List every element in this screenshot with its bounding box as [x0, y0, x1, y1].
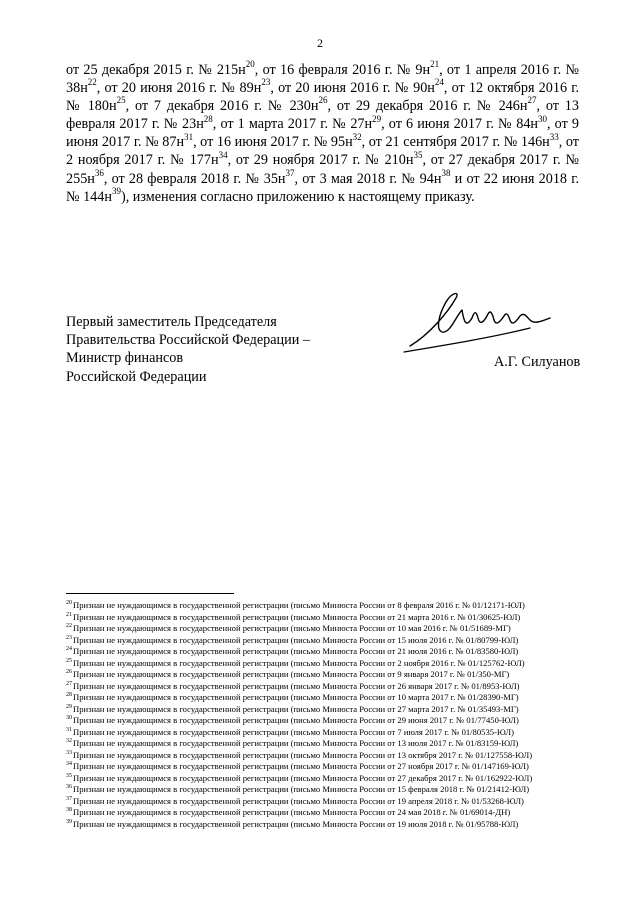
- body-text-run: от 25 декабря 2015 г. № 215н: [66, 62, 246, 78]
- footnote-number: 26: [66, 669, 72, 676]
- footnote-item: [66, 796, 586, 808]
- footnote-number: 23: [66, 634, 72, 641]
- footnote-text: Признан не нуждающимся в государственной регистрации (письмо Минюста России от 21 июля 2016 г. № 01/83580-ЮЛ): [73, 646, 519, 656]
- footnote-text: Признан не нуждающимся в государственной регистрации (письмо Минюста России от 19 апреля 2018 г. № 01/53268-ЮЛ): [73, 795, 524, 806]
- footnote-text: Признан не нуждающимся в государственной регистрации (письмо Минюста России от 10 марта 2017 г. № 01/28390-МГ): [73, 692, 519, 702]
- body-text-run: , от 29 ноября 2017 г. № 210н: [227, 152, 414, 169]
- footnote-text: Признан не нуждающимся в государственной регистрации (письмо Минюста России от 21 марта 2016 г. № 01/30625-ЮЛ): [73, 611, 521, 622]
- footnote-text: Признан не нуждающимся в государственной регистрации (письмо Минюста России от 13 октября 2017 г. № 01/127558-ЮЛ): [73, 749, 533, 760]
- footnote-item: [66, 738, 586, 750]
- body-text-run: , от 16 июня 2017 г. № 95н: [193, 134, 353, 151]
- footnote-reference[interactable]: 25: [116, 95, 126, 106]
- footnote-number: 25: [66, 657, 72, 664]
- body-paragraph: [66, 61, 579, 206]
- footnote-number: 38: [66, 807, 72, 814]
- body-text-run: , от 1 апреля 2016 г. № 38н: [66, 62, 579, 97]
- footnote-reference[interactable]: 22: [87, 77, 97, 88]
- signer-position-line: Первый заместитель Председателя: [66, 314, 277, 330]
- body-text-run: , от 3 мая 2018 г. № 94н: [294, 170, 442, 187]
- footnote-item: [66, 600, 586, 612]
- page-number: 2: [317, 36, 323, 50]
- footnote-text: Признан не нуждающимся в государственной регистрации (письмо Минюста России от 2 ноября 2016 г. № 01/125762-ЮЛ): [73, 657, 525, 668]
- footnote-item: [66, 658, 586, 670]
- footnote-number: 27: [66, 680, 72, 687]
- footnote-item: [66, 635, 586, 647]
- body-text-run: и от 22 июня 2018 г. № 144н: [66, 170, 579, 205]
- footnote-item: [66, 612, 586, 624]
- footnote-text: Признан не нуждающимся в государственной регистрации (письмо Минюста России от 19 июля 2018 г. № 01/95788-ЮЛ): [73, 818, 519, 829]
- footnote-text: Признан не нуждающимся в государственной регистрации (письмо Минюста России от 27 ноября 2017 г. № 01/147169-ЮЛ): [73, 761, 529, 771]
- footnote-text: Признан не нуждающимся в государственной регистрации (письмо Минюста России от 10 мая 2016 г. № 01/51689-МГ): [73, 623, 511, 633]
- footnote-text: Признан не нуждающимся в государственной регистрации (письмо Минюста России от 27 декабря 2017 г. № 01/162922-ЮЛ): [73, 772, 533, 783]
- footnote-item: [66, 623, 586, 635]
- footnote-number: 37: [66, 795, 72, 802]
- footnote-reference[interactable]: 34: [218, 149, 228, 160]
- footnote-reference[interactable]: 37: [285, 167, 295, 178]
- footnote-item: [66, 807, 586, 819]
- footnote-text: Признан не нуждающимся в государственной регистрации (письмо Минюста России от 9 января 2017 г. № 01/350-МГ): [73, 669, 510, 679]
- footnote-reference[interactable]: 27: [527, 95, 537, 106]
- footnote-number: 28: [66, 692, 72, 699]
- signer-name: А.Г. Силуанов: [494, 354, 581, 370]
- body-text-run: , от 13 февраля 2017 г. № 23н: [66, 98, 579, 133]
- footnote-item: [66, 761, 586, 773]
- footnote-reference[interactable]: 39: [111, 185, 121, 196]
- footnote-number: 32: [66, 738, 72, 745]
- footnote-text: Признан не нуждающимся в государственной регистрации (письмо Минюста России от 13 июля 2017 г. № 01/83159-ЮЛ): [73, 738, 519, 748]
- footnote-item: [66, 784, 586, 796]
- footnote-text: Признан не нуждающимся в государственной регистрации (письмо Минюста России от 26 января 2017 г. № 01/8953-ЮЛ): [73, 680, 520, 691]
- footnote-number: 34: [66, 761, 72, 768]
- footnote-reference[interactable]: 30: [538, 113, 548, 124]
- footnote-text: Признан не нуждающимся в государственной регистрации (письмо Минюста России от 24 мая 2018 г. № 01/69014-ДН): [73, 807, 511, 817]
- footnote-reference[interactable]: 26: [318, 95, 328, 106]
- footnote-reference[interactable]: 35: [413, 149, 423, 160]
- footnote-item: [66, 692, 586, 704]
- footnote-text: Признан не нуждающимся в государственной регистрации (письмо Минюста России от 7 июля 2017 г. № 01/80535-ЮЛ): [73, 726, 514, 737]
- footnote-reference[interactable]: 36: [94, 167, 104, 178]
- footnote-reference[interactable]: 31: [184, 131, 194, 142]
- footnote-number: 30: [66, 715, 72, 722]
- body-text-run: , от 12 октября 2016 г. № 180н: [66, 80, 579, 115]
- footnote-item: [66, 727, 586, 739]
- body-text-run: , от 9 июня 2017 г. № 87н: [66, 116, 579, 151]
- body-text-run: , от 1 марта 2017 г. № 27н: [212, 116, 373, 133]
- footnote-number: 21: [66, 611, 72, 618]
- body-text-run: , от 21 сентября 2017 г. № 146н: [361, 134, 550, 151]
- signer-position-line: Российской Федерации: [66, 368, 207, 385]
- body-text-run: , от 28 февраля 2018 г. № 35н: [103, 170, 286, 187]
- footnote-text: Признан не нуждающимся в государственной регистрации (письмо Минюста России от 27 марта 2017 г. № 01/35493-МГ): [73, 703, 519, 714]
- footnote-reference[interactable]: 32: [352, 131, 362, 142]
- body-text-run: , от 6 июня 2017 г. № 84н: [381, 116, 539, 133]
- footnote-number: 36: [66, 784, 72, 791]
- body-text-run: , от 20 июня 2016 г. № 90н: [270, 80, 435, 97]
- footnote-separator: [66, 593, 234, 594]
- footnote-number: 39: [66, 818, 72, 825]
- footnote-number: 20: [66, 600, 72, 607]
- signer-position-line: Правительства Российской Федерации –: [66, 332, 310, 349]
- footnote-reference[interactable]: 38: [441, 167, 451, 178]
- footnote-item: [66, 819, 586, 831]
- footnote-reference[interactable]: 33: [549, 131, 559, 142]
- footnote-item: [66, 715, 586, 727]
- footnote-reference[interactable]: 20: [245, 59, 255, 70]
- footnote-number: 24: [66, 646, 72, 653]
- footnote-reference[interactable]: 24: [434, 77, 444, 88]
- body-text-run: ), изменения согласно приложению к настоящему приказу.: [120, 188, 475, 205]
- footnotes: [66, 600, 586, 830]
- footnote-text: Признан не нуждающимся в государственной регистрации (письмо Минюста России от 15 февраля 2018 г. № 01/21412-ЮЛ): [73, 784, 530, 794]
- footnote-reference[interactable]: 28: [203, 113, 213, 124]
- footnote-text: Признан не нуждающимся в государственной регистрации (письмо Минюста России от 8 февраля 2016 г. № 01/12171-ЮЛ): [73, 600, 525, 610]
- footnote-item: [66, 681, 586, 693]
- footnote-number: 31: [66, 726, 72, 733]
- body-text-run: , от 7 декабря 2016 г. № 230н: [125, 98, 319, 115]
- signer-position-line: Министр финансов: [66, 350, 184, 367]
- footnote-number: 22: [66, 623, 72, 630]
- footnote-text: Признан не нуждающимся в государственной регистрации (письмо Минюста России от 15 июля 2016 г. № 01/80799-ЮЛ): [73, 634, 519, 645]
- body-text-run: , от 2 ноября 2017 г. № 177н: [66, 134, 580, 169]
- footnote-reference[interactable]: 23: [261, 77, 271, 88]
- footnote-item: [66, 669, 586, 681]
- handwritten-signature: [400, 282, 585, 362]
- footnote-number: 35: [66, 772, 72, 779]
- body-text-run: , от 20 июня 2016 г. № 89н: [96, 80, 262, 97]
- footnote-reference[interactable]: 21: [430, 59, 440, 70]
- footnote-item: [66, 646, 586, 658]
- footnote-text: Признан не нуждающимся в государственной регистрации (письмо Минюста России от 29 июня 2017 г. № 01/77450-ЮЛ): [73, 715, 519, 725]
- footnote-number: 29: [66, 703, 72, 710]
- footnote-number: 33: [66, 749, 72, 756]
- body-text-run: , от 29 декабря 2016 г. № 246н: [327, 98, 528, 115]
- body-text-run: , от 16 февраля 2016 г. № 9н: [254, 62, 431, 78]
- footnote-item: [66, 773, 586, 785]
- footnote-item: [66, 750, 586, 762]
- footnote-item: [66, 704, 586, 716]
- footnote-reference[interactable]: 29: [372, 113, 382, 124]
- body-text-run: , от 27 декабря 2017 г. № 255н: [66, 152, 579, 187]
